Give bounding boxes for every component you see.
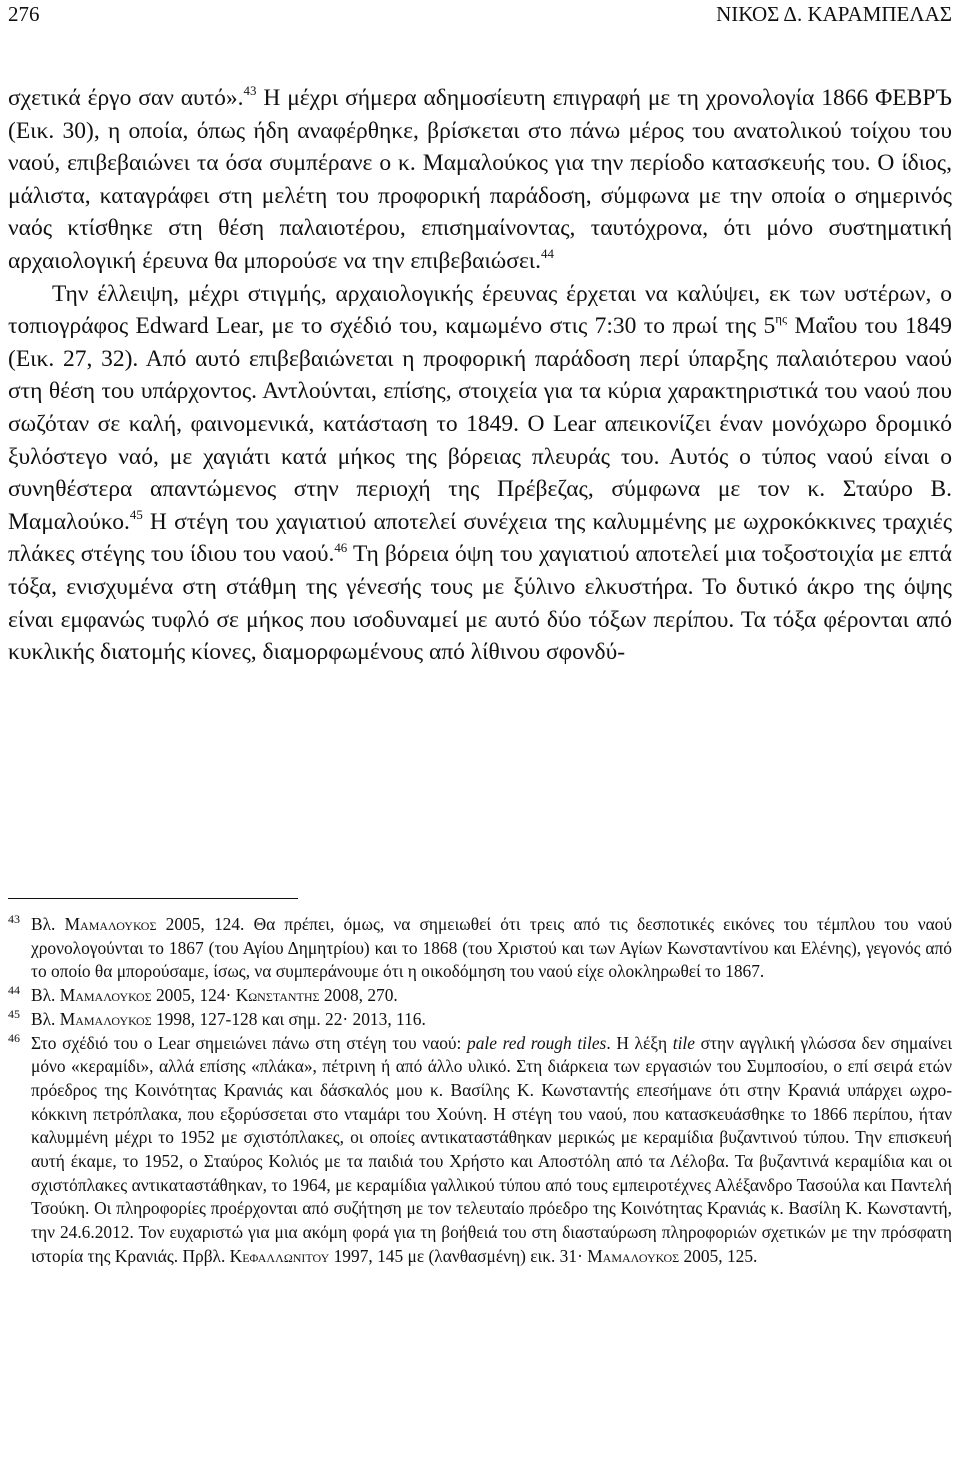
- english-quote: pale red rough tiles: [467, 1032, 607, 1053]
- paragraph-1: [8, 82, 952, 278]
- footnote-text: 2008, 270.: [319, 985, 398, 1006]
- page-header: [0, 0, 960, 40]
- footnote-separator: [8, 898, 298, 899]
- footnote-43: [8, 913, 952, 984]
- footnote-46: [8, 1032, 952, 1269]
- footnote-number: 46: [8, 1030, 20, 1045]
- ordinal-suffix: ης: [775, 311, 788, 327]
- footnotes: [8, 913, 952, 1269]
- footnote-text: 2005, 124·: [151, 985, 236, 1006]
- paragraph-text: Την έλλειψη, μέχρι στιγμής, αρχαιολογικής έρευνας έρχεται να καλύψει, εκ των υστέρων, ο τοπιογράφος Edward Lear, με το σχέδιό του, καμωμένο στις 7:30 το πρωί της 5: [8, 280, 952, 340]
- main-text: [8, 82, 952, 669]
- paragraph-text: σχετικά έργο σαν αυτό».: [8, 85, 244, 111]
- footnote-number: 45: [8, 1006, 20, 1021]
- footnote-number: 43: [8, 912, 20, 926]
- footnote-text: Στο σχέδιό του ο Lear σημειώνει πάνω στη στέγη του ναού:: [31, 1032, 468, 1053]
- footnote-text: Βλ.: [31, 1008, 60, 1029]
- paragraph-2: [8, 278, 952, 669]
- footnote-text: 2005, 125.: [679, 1245, 758, 1266]
- author-name: Μαμαλουκος: [587, 1245, 680, 1266]
- footnote-text: 1997, 145 με (λανθασμένη) εικ. 31·: [329, 1245, 588, 1266]
- author-name: Μαμαλουκος: [59, 985, 152, 1006]
- footnote-text: 2005, 124. Θα πρέπει, όμως, να σημειωθεί ότι τρεις από τις δεσποτικές εικόνες του τέμπλου του ναού χρονολογούνται το 1867 (του Αγίου Δημητρίου) και το 1868 (του Χριστού και των Αγίων Κωνσταντίνου και Ελένης), γεγονός από το οποίο θα μπορούσαμε, ίσως, να συμπεράνουμε ότι η οικοδόμηση του ναού είχε ολοκληρωθεί το 1867.: [31, 914, 952, 982]
- footnote-ref-43[interactable]: 43: [243, 83, 257, 99]
- footnote-ref-45[interactable]: 45: [129, 507, 143, 523]
- paragraph-text: Η μέχρι σήμερα αδημοσίευτη επιγραφή με τη χρονολογία 1866 ΦΕΒΡЪ (Εικ. 30), η οποία, όπως ήδη αναφέρθηκε, βρίσκεται στο πάνω μέρος του ανατολικού τοίχου του ναού, επιβεβαιώνει τα όσα συμπέρανε ο κ. Μαμαλούκος για την περίοδο κατασκευής του. Ο ίδιος, μάλιστα, καταγράφει στη μελέτη του προφορική παράδοση, σύμφωνα με την οποία ο σημερινός ναός κτίσθηκε στη θέση παλαιοτέρου, επισημαίνοντας, ταυτόχρονα, ότι μόνο συστηματική αρχαιολογική έρευνα θα μπορούσε να την επιβεβαιώσει.: [8, 85, 952, 274]
- author-name: Μαμαλουκος: [59, 1008, 152, 1029]
- paragraph-text: Τη βόρεια όψη του χαγιατιού αποτελεί μια τοξοστοιχία με επτά τόξα, ενισχυμένα στη στάθμη της γένεσής τους με ξύλινο ελκυστήρα. Το δυτικό άκρο της όψης είναι εμφανώς τυφλό σε μήκος που ισοδυναμεί με αυτό δύο τόξων περίπου. Τα τόξα φέρονται από κυκλικής διατομής κίονες, διαμορφωμένους από λίθινου σφονδύ-: [8, 541, 952, 666]
- footnote-number: 44: [8, 983, 20, 998]
- footnote-text: . Η λέξη: [606, 1032, 673, 1053]
- page-number: 276: [8, 2, 40, 26]
- paragraph-text: Η στέγη του χαγιατιού αποτελεί συνέχεια της καλυμμένης με ωχροκόκκινες τραχιές πλάκες στέγης του ίδιου του ναού.: [8, 508, 952, 568]
- footnote-ref-44[interactable]: 44: [541, 246, 554, 262]
- author-name: Κωνσταντης: [235, 985, 320, 1006]
- english-term: tile: [672, 1032, 695, 1053]
- paragraph-text: Μαΐου του 1849 (Εικ. 27, 32). Από αυτό επιβεβαιώνεται η προφορική παράδοση περί ύπαρξης παλαιότερου ναού στη θέση του υπάρχοντος. Αντλούνται, επίσης, στοιχεία για τα κύρια χαρακτηριστικά του ναού που σωζόταν σε καλή, φαινομενικά, κατάσταση το 1849. Ο Lear απεικονίζει έναν μονόχωρο δρομικό ξυλόστεγο ναό, με χαγιάτι κατά μήκος της βόρειας πλευράς του. Αυτός ο τύπος ναού είναι ο συνηθέστερα απαντώμενος στην περιοχή της Πρέβεζας, σύμφωνα με τον κ. Σταύρο Β. Μαμαλούκο.: [8, 313, 952, 535]
- footnote-45: [8, 1008, 952, 1032]
- footnote-44: [8, 984, 952, 1008]
- footnote-text: Βλ.: [31, 985, 60, 1006]
- author-name: Κεφαλλωνιτου: [229, 1245, 330, 1266]
- footnote-text: 1998, 127-128 και σημ. 22· 2013, 116.: [151, 1008, 426, 1029]
- footnote-text: στην αγγλική γλώσσα δεν σημαίνει μόνο «κεραμίδι», αλλά επίσης «πλάκα», πέτρινη ή από άλλο υλικό. Στη διάρκεια των εργασιών του Συμποσίου, ο επί σειρά ετών πρόεδρος της Κοινότητας Κρανιάς και δάσκαλός μου κ. Βασίλης Κ. Κωνσταντής επεσήμανε ότι στην Κρανιά υπάρχει ωχρο-κόκκινη πετρόπλακα, που εξορύσσεται στο νταμάρι του Χούνη. Η στέγη του ναού, που κατασκευάσθηκε το 1866 περίπου, ήταν καλυμμένη μέχρι το 1952 με σχιστόπλακες, οι οποίες αντικαταστάθηκαν μερικώς με κεραμίδια βυζαντινού τύπου. Την επισκευή αυτή έκαμε, το 1952, ο Σταύρος Κολιός με τα παιδιά του Χρήστο και Αποστόλη από τα Λέλοβα. Τα βυζαντινά κεραμίδια και οι σχιστόπλακες αντικαταστάθηκαν, το 1964, με κεραμίδια γαλλικού τύπου από τους εμπειροτέχνες Αλέξανδρο Τασούλα και Παντελή Τσούκη. Οι πληροφορίες προέρχονται από συζήτηση με τον τελευταίο πρόεδρο της Κοινότητας Κρανιάς κ. Βασίλη Κ. Κωνσταντή, την 24.6.2012. Τον ευχαριστώ για μια ακόμη φορά για τη βοήθειά του στη διασταύρωση πληροφοριών σχετικών με την πρόσφατη ιστορία της Κρανιάς. Πρβλ.: [31, 1032, 952, 1266]
- footnote-ref-46[interactable]: 46: [334, 539, 348, 555]
- footnote-text: Βλ.: [31, 914, 65, 934]
- author-name: Μαμαλουκος: [64, 914, 157, 934]
- running-title: ΝΙΚΟΣ Δ. ΚΑΡΑΜΠΕΛΑΣ: [716, 2, 952, 26]
